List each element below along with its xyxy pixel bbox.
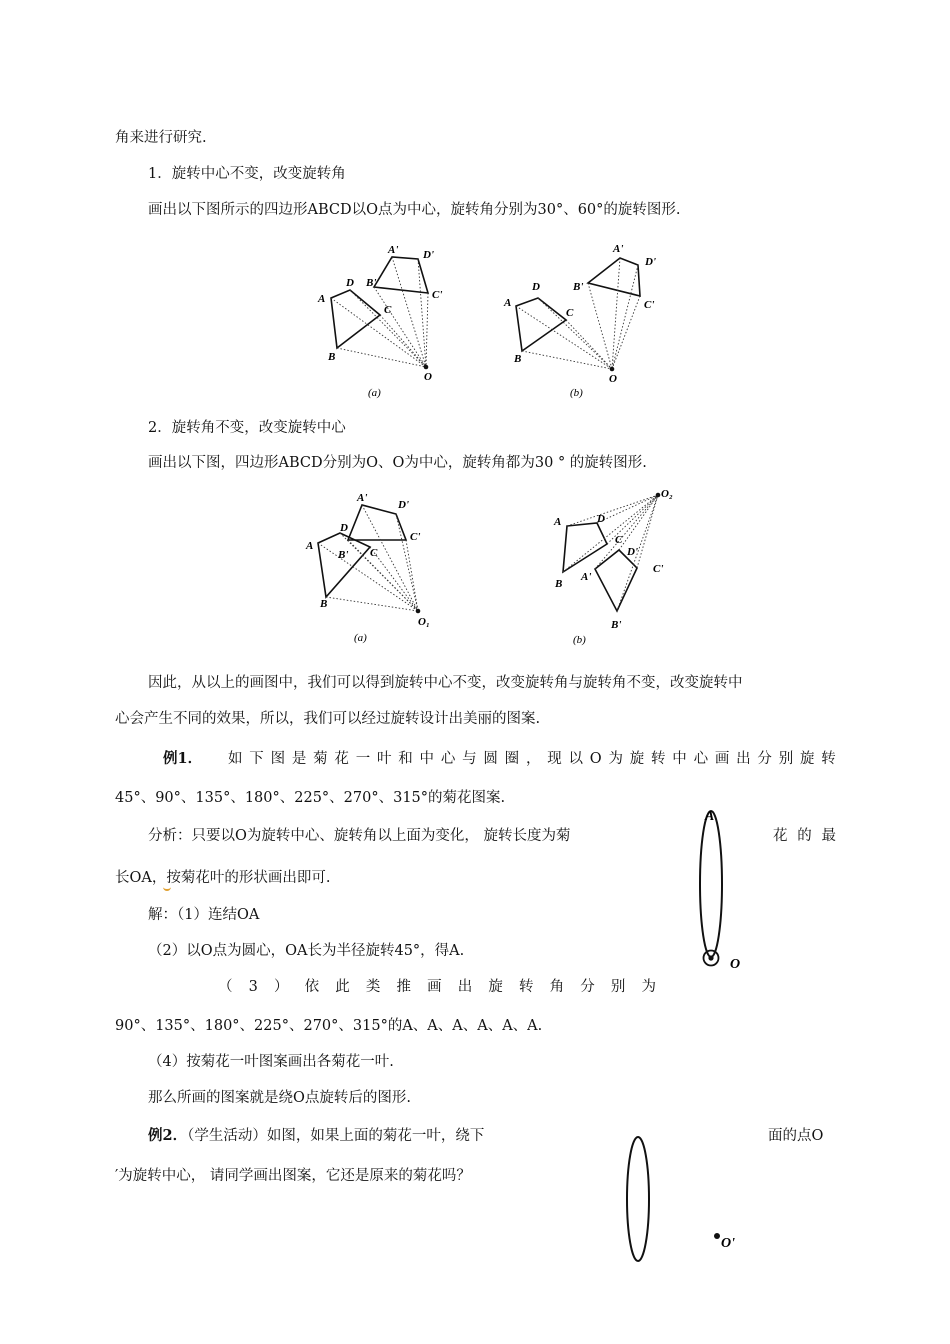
label-D: D bbox=[597, 513, 605, 525]
label-O: O bbox=[609, 373, 617, 385]
heading-fixed-center: 1．旋转中心不变，改变旋转角 bbox=[148, 166, 346, 182]
task-rotation-centers: 画出以下图，四边形ABCD分别为O、O为中心，旋转角都为30 ° 的旋转图形. bbox=[148, 455, 647, 471]
label-A: A bbox=[504, 297, 512, 309]
conclusion-line-2: 心会产生不同的效果，所以，我们可以经过旋转设计出美丽的图案. bbox=[115, 711, 541, 727]
label-B-prime: B' bbox=[611, 619, 622, 631]
example1-line-1: 如 下 图 是 菊 花 一 叶 和 中 心 与 圆 圈 ， 现 以 O 为 旋 转 中 心 画 出 分 别 旋 转 bbox=[228, 751, 836, 767]
solution-end: 那么所画的图案就是绕O点旋转后的图形. bbox=[148, 1090, 411, 1106]
label-A-prime: A' bbox=[581, 571, 592, 583]
label-C-prime: C' bbox=[644, 299, 655, 311]
label-B-prime: B' bbox=[573, 281, 584, 293]
paragraph-continue: 角来进行研究. bbox=[115, 130, 207, 146]
label-B-prime: B' bbox=[366, 277, 377, 289]
label-B: B bbox=[320, 598, 328, 610]
label-A: A bbox=[306, 540, 314, 552]
caption-b: (b) bbox=[570, 387, 583, 399]
example2-line-1-right: 面的点O bbox=[768, 1128, 824, 1144]
label-D: D bbox=[346, 277, 354, 289]
leaf-figure-2 bbox=[610, 1130, 760, 1275]
label-C: C bbox=[370, 547, 378, 559]
solution-step-4: （4）按菊花一叶图案画出各菊花一叶. bbox=[148, 1054, 394, 1070]
label-A: A bbox=[318, 293, 326, 305]
label-B: B bbox=[514, 353, 522, 365]
solution-step-3-cont: 90°、135°、180°、225°、270°、315°的A、A、A、A、A、A. bbox=[115, 1018, 543, 1034]
solution-step-1: 解：（1）连结OA bbox=[148, 907, 260, 923]
leaf-figure-1 bbox=[690, 800, 760, 980]
example2-line-1: 例2．（学生活动）如图，如果上面的菊花一叶，绕下 bbox=[148, 1127, 485, 1144]
figure-2b bbox=[545, 485, 695, 650]
example1-label: 例1． bbox=[163, 750, 203, 767]
analysis-line-2: 长OA，按菊花叶的形状画出即可. bbox=[115, 870, 331, 886]
label-D-prime: D' bbox=[398, 499, 409, 511]
solution-step-3: （ 3 ） 依 此 类 推 画 出 旋 转 角 分 别 为 bbox=[218, 979, 656, 995]
label-O: O bbox=[424, 371, 432, 383]
label-D: D bbox=[532, 281, 540, 293]
handwriting-mark bbox=[163, 886, 171, 891]
label-O2: O₂ bbox=[661, 488, 673, 500]
conclusion-line-1: 因此，从以上的画图中，我们可以得到旋转中心不变，改变旋转角与旋转角不变，改变旋转中 bbox=[148, 675, 743, 691]
figure-1b bbox=[500, 238, 670, 403]
label-A-prime: A' bbox=[613, 243, 624, 255]
task-rotation-angles: 画出以下图所示的四边形ABCD以O点为中心，旋转角分别为30°、60°的旋转图形. bbox=[148, 202, 681, 218]
caption-a: (a) bbox=[354, 632, 367, 644]
solution-step-2: （2）以O点为圆心，OA长为半径旋转45°，得A. bbox=[148, 943, 465, 959]
label-B-prime: B' bbox=[338, 549, 349, 561]
label-C-prime: C' bbox=[410, 531, 421, 543]
label-C: C bbox=[384, 304, 392, 316]
label-O1: O₁ bbox=[418, 616, 430, 628]
caption-a: (a) bbox=[368, 387, 381, 399]
label-C: C bbox=[566, 307, 574, 319]
analysis-line-1-right: 花 的 最 bbox=[773, 828, 836, 844]
leaf-center-label: O bbox=[730, 957, 741, 972]
label-B: B bbox=[555, 578, 563, 590]
leaf-tip-label: A bbox=[705, 809, 715, 824]
label-C-prime: C' bbox=[432, 289, 443, 301]
label-C-prime: C' bbox=[653, 563, 664, 575]
figure-2a bbox=[300, 485, 450, 650]
label-A-prime: A' bbox=[357, 492, 368, 504]
label-D-prime: D' bbox=[423, 249, 434, 261]
figure-1a bbox=[310, 238, 470, 403]
analysis-line-1: 分析：只要以O为旋转中心、旋转角以上面为变化， 旋转长度为菊 bbox=[148, 828, 571, 844]
label-D-prime: D' bbox=[627, 546, 638, 558]
caption-b: (b) bbox=[573, 634, 586, 646]
example2-line-2: ′为旋转中心， 请同学画出图案，它还是原来的菊花吗？ bbox=[115, 1168, 471, 1184]
label-A: A bbox=[554, 516, 562, 528]
label-A-prime: A' bbox=[388, 244, 399, 256]
heading-fixed-angle: 2．旋转角不变，改变旋转中心 bbox=[148, 420, 346, 436]
label-B: B bbox=[328, 351, 336, 363]
example1-line-2: 45°、90°、135°、180°、225°、270°、315°的菊花图案. bbox=[115, 790, 506, 806]
point-O-prime-label: O' bbox=[721, 1236, 735, 1251]
label-D-prime: D' bbox=[645, 256, 656, 268]
label-C: C bbox=[615, 534, 623, 546]
label-D: D bbox=[340, 522, 348, 534]
